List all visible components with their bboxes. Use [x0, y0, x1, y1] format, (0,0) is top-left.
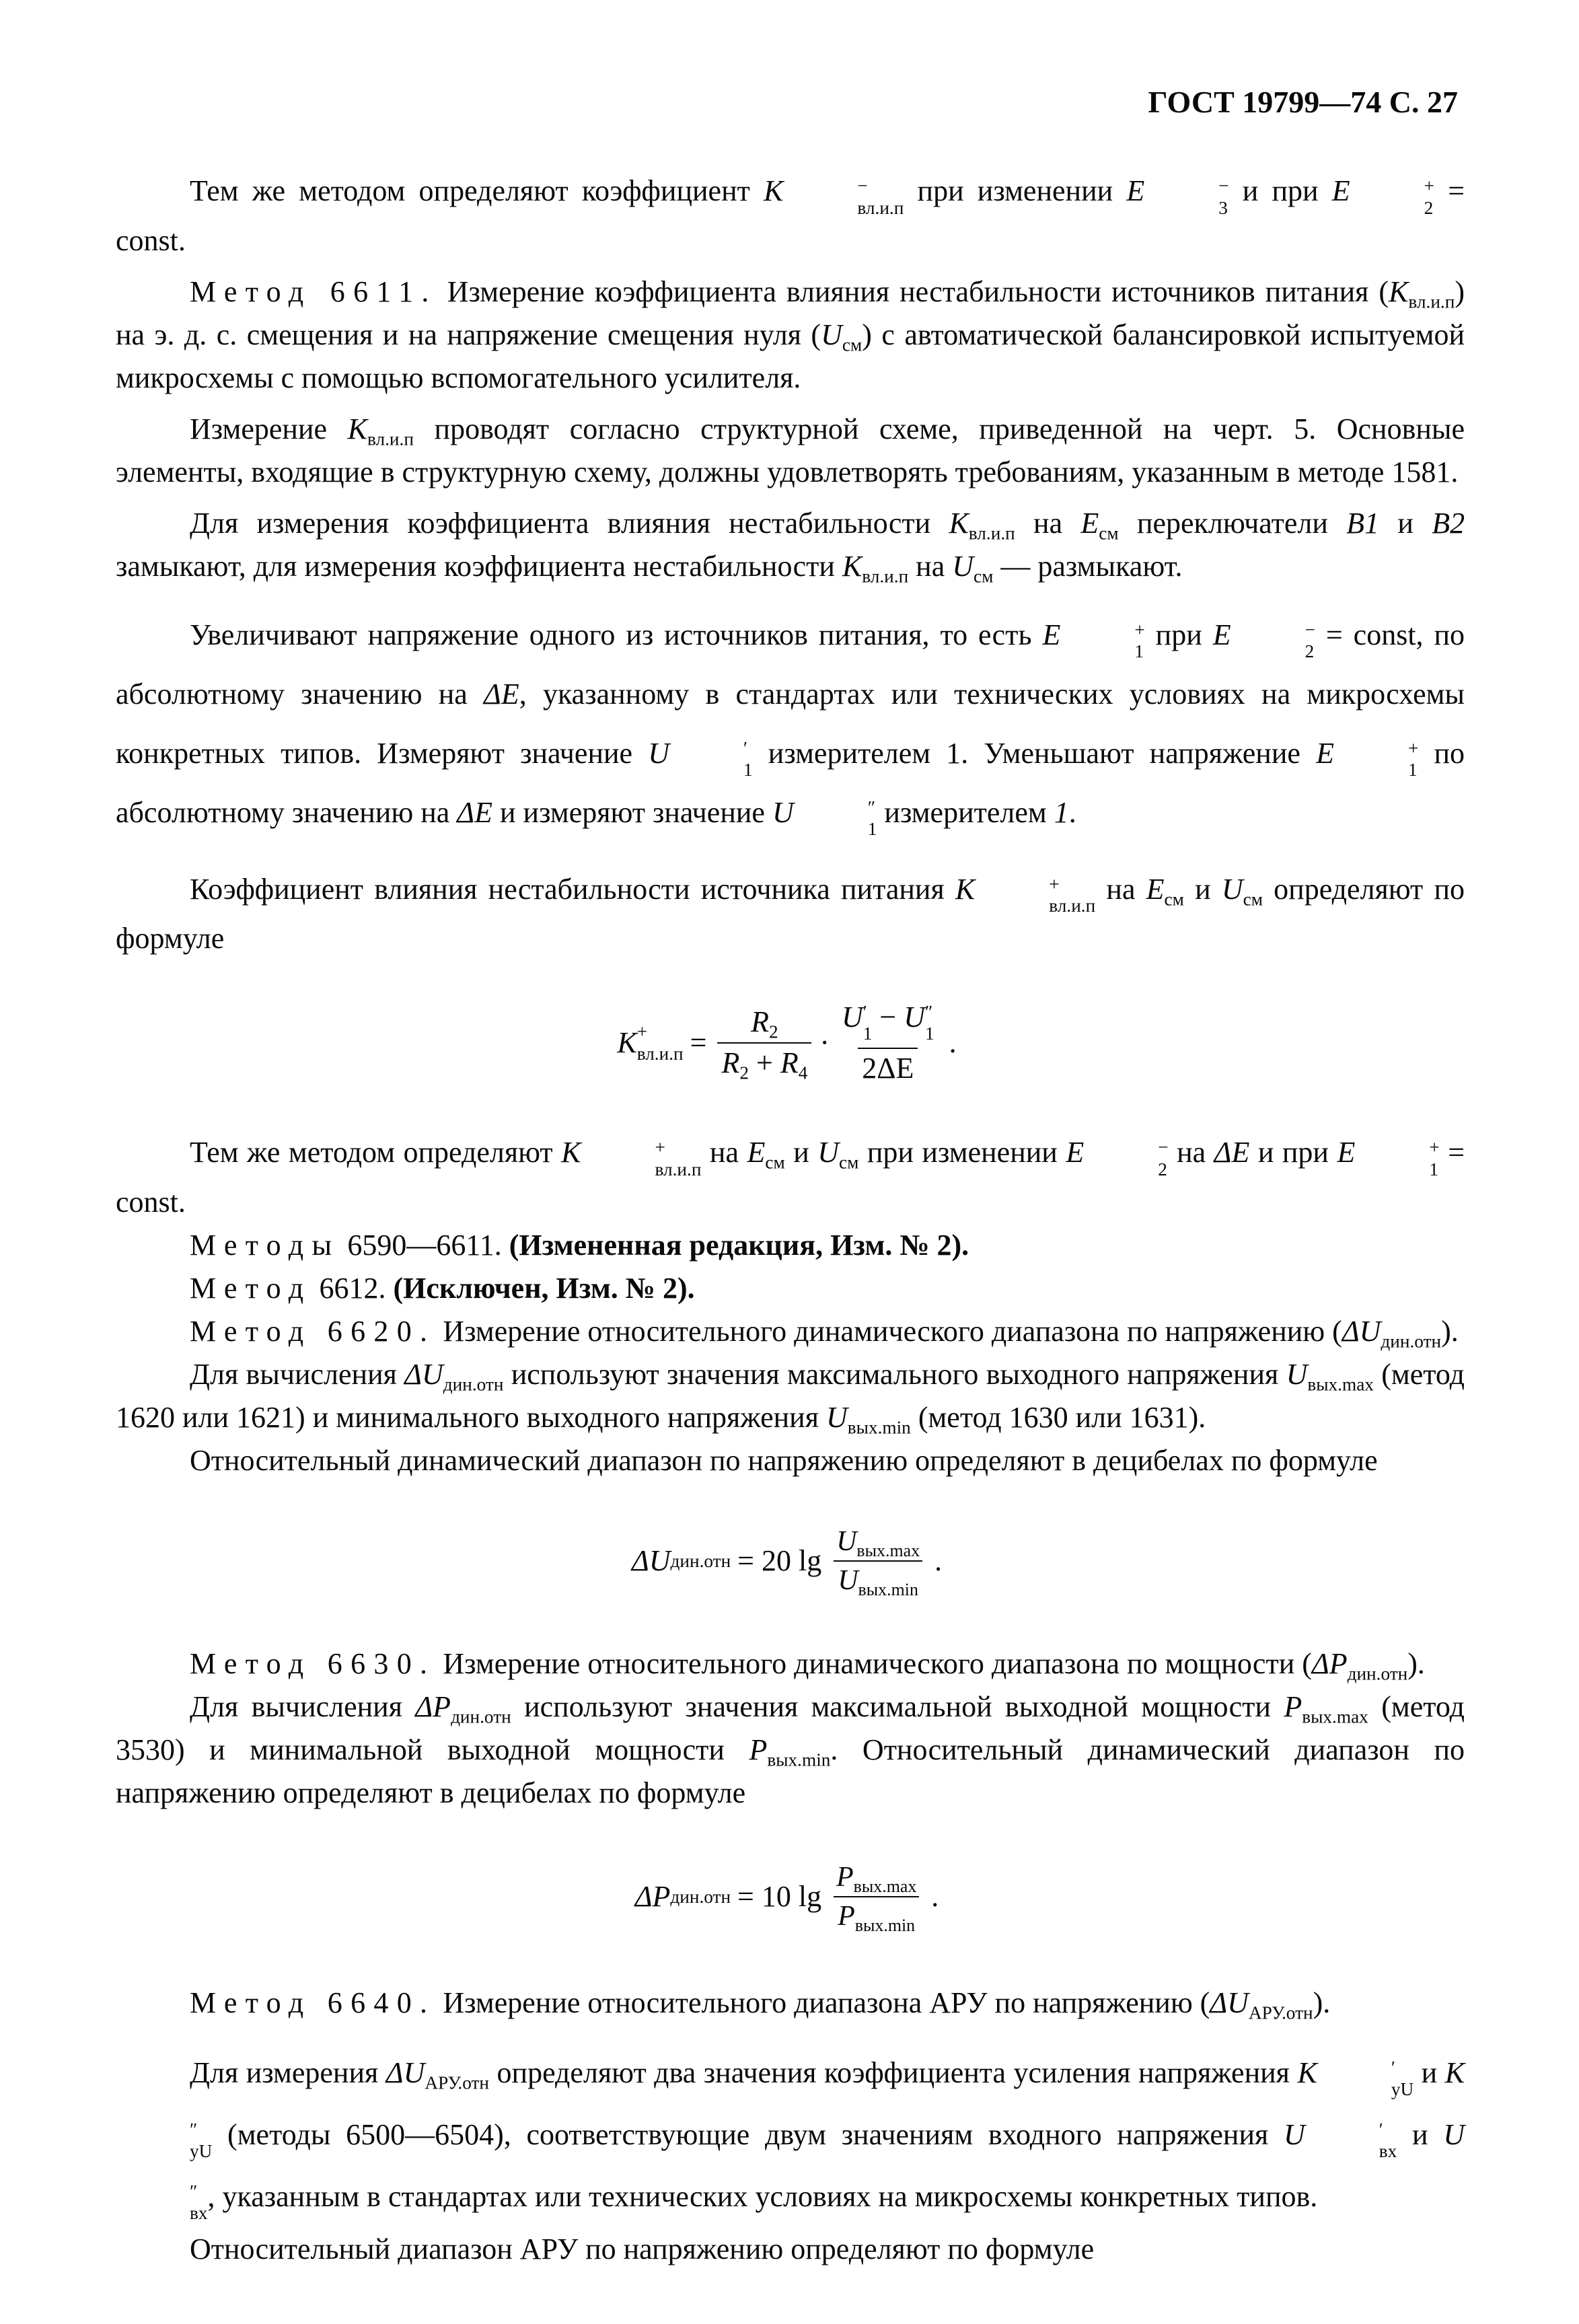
paragraph: Метод 6620. Измерение относительного динамического диапазона по напряжению $(\Delta U_{дин.отн})$. [190, 1314, 1459, 1352]
fraction: $\frac{R_2}{R_2 + R_4}$ [717, 1005, 811, 1080]
formula-du-dinotn: ΔU дин.отн = 20 lg $\frac{U_{вых.max}}{U_{вых.min}}$ . [631, 1525, 943, 1599]
paragraph: Измерение $K_{вл.и.п}$ проводят согласно структурной схеме, приведенной на черт. 5. Основные элементы, входящие в структурную схему, должны удовлетворять требованиям, указанным в методе 1581. [116, 412, 1465, 488]
text: при изменении [917, 174, 1113, 207]
method-heading: Методы [190, 1228, 340, 1262]
script: − вл.и.п [857, 176, 904, 218]
page-header: ГОСТ 19799—74 С. 27 [1148, 85, 1458, 119]
method-heading: Метод [190, 1271, 312, 1305]
paragraph: Коэффициент влияния нестабильности источника питания K + вл.и.п на $E_{см}$ и $U_{см}$ определяют по формуле [116, 872, 1465, 955]
paragraph: Методы 6590—6611. (Измененная редакция, Изм. № 2). [190, 1228, 969, 1262]
paragraph: Для измерения коэффициента влияния нестабильности $K_{вл.и.п}$ на $E_{см}$ переключатели B1 и B2 замыкают, для измерения коэффициента нестабильности $K_{вл.и.п}$ на $U_{см}$ — размыкают. [116, 506, 1465, 587]
paragraph: Метод 6640. Измерение относительного диапазона АРУ по напряжению $(\Delta U_{АРУ.отн})$. [190, 1986, 1331, 2023]
document-body [116, 170, 1465, 2271]
symbol: E [1331, 174, 1350, 207]
script: + 2 [1424, 176, 1435, 218]
method-heading: Метод 6640. [190, 1986, 436, 2019]
method-heading: Метод 6620. [190, 1314, 436, 1348]
method-heading: Метод 6630. [190, 1646, 436, 1680]
paragraph: Тем же методом определяют K + вл.и.п на $E_{см}$ и $U_{см}$ при изменении E − 2 на ΔE и при E + 1 = const. [116, 1136, 1465, 1219]
paragraph: Метод 6612. (Исключен, Изм. № 2). [190, 1271, 695, 1305]
symbol: E [1126, 174, 1145, 207]
text: Тем же методом определяют коэффициент [190, 174, 750, 207]
formula-dp-dinotn: ΔP дин.отн = 10 lg $\frac{P_{вых.max}}{P_{вых.min}}$ . [634, 1861, 939, 1935]
text: ) на э. д. с. смещения и на напряжение смещения нуля ( [116, 275, 1465, 351]
text: Увеличивают напряжение одного из источников питания, то есть [190, 618, 1032, 651]
text: = const. [116, 174, 1465, 257]
paragraph: Увеличивают напряжение одного из источников питания, то есть E + 1 при E − 2 = const, по абсолютному значению на ΔE, указанному в стандартах или технических условиях на микросхемы конкретных типов. Измеряют значение U ′ 1 измерителем 1. Уменьшают напряжение E + 1 по абсолютному значению на ΔE и измеряют значение U ″ 1 измерителем 1. [116, 618, 1465, 840]
script: − 3 [1218, 176, 1229, 218]
paragraph: Для вычисления $\Delta U_{дин.отн}$ используют значения максимального выходного напряжения $U_{вых.max}$ (метод 1620 или 1621) и минимального выходного напряжения $U_{вых.min}$ (метод 1630 или 1631). [116, 1357, 1465, 1438]
text: проводят согласно структурной схеме, приведенной на черт. 5. Основные элементы, входящие в структурную схему, должны удовлетворять требованиям, указанным в методе 1581. [116, 412, 1465, 488]
switch-b1-label: B1 [1346, 506, 1380, 540]
text: Тем же методом определяют [190, 1136, 553, 1169]
fraction: $\frac{U_{вых.max}}{U_{вых.min}}$ [832, 1525, 924, 1597]
method-heading: Метод 6611. [190, 275, 437, 308]
symbol: K [764, 174, 784, 207]
text: Измерение [190, 412, 328, 445]
text: и при [1242, 174, 1319, 207]
paragraph: Метод 6611. Измерение коэффициента влияния нестабильности источников питания $(K_{вл.и.п})$ на э. д. с. смещения и на напряжение смещения нуля $(U_{см})$ с автоматической балансировкой испытуемой микросхемы с помощью вспомогательного усилителя. [116, 275, 1465, 394]
fraction: $\frac{P_{вых.max}}{P_{вых.min}}$ [832, 1861, 920, 1932]
paragraph: Для измерения $\Delta U_{АРУ.отн}$ определяют два значения коэффициента усиления напряжения K ′ yU и K ″ yU (методы 6500—6504), соответствующие двум значениям входного напряжения U ′ вх и U ″ вх , указанным в стандартах или технических условиях на микросхемы конкретных типов. [190, 2056, 1465, 2224]
switch-b2-label: B2 [1432, 506, 1465, 540]
paragraph: Относительный динамический диапазон по напряжению определяют в децибелах по формуле [190, 1443, 1378, 1477]
text: Для измерения коэффициента влияния нестабильности [190, 506, 931, 540]
formula-k-vlip: K + вл.и.п = $\frac{R_2}{R_2 + R_4}$ · U ′ 1 − U ″ 1 2ΔE . [617, 1000, 957, 1085]
text: Коэффициент влияния нестабильности источника питания [190, 872, 945, 906]
paragraph: Относительный диапазон АРУ по напряжению определяют по формуле [190, 2232, 1095, 2265]
text: ) с автоматической балансировкой испытуемой микросхемы с помощью вспомогательного усилителя. [116, 318, 1465, 394]
text: Измерение коэффициента влияния нестабильности источников питания ( [447, 275, 1389, 308]
fraction: U ′ 1 − U ″ 1 2ΔE [842, 1000, 934, 1085]
paragraph [116, 170, 1465, 262]
amendment-note: (Измененная редакция, Изм. № 2). [509, 1228, 969, 1262]
paragraph: Для вычисления $\Delta P_{дин.отн}$ используют значения максимальной выходной мощности $P_{вых.max}$ (метод 3530) и минимальной выходной мощности $P_{вых.min}$. Относительный динамический диапазон по напряжению определяют в децибелах по формуле [116, 1690, 1465, 1809]
amendment-note: (Исключен, Изм. № 2). [393, 1271, 695, 1305]
paragraph: Метод 6630. Измерение относительного динамического диапазона по мощности $(\Delta P_{дин.отн})$. [190, 1646, 1425, 1684]
